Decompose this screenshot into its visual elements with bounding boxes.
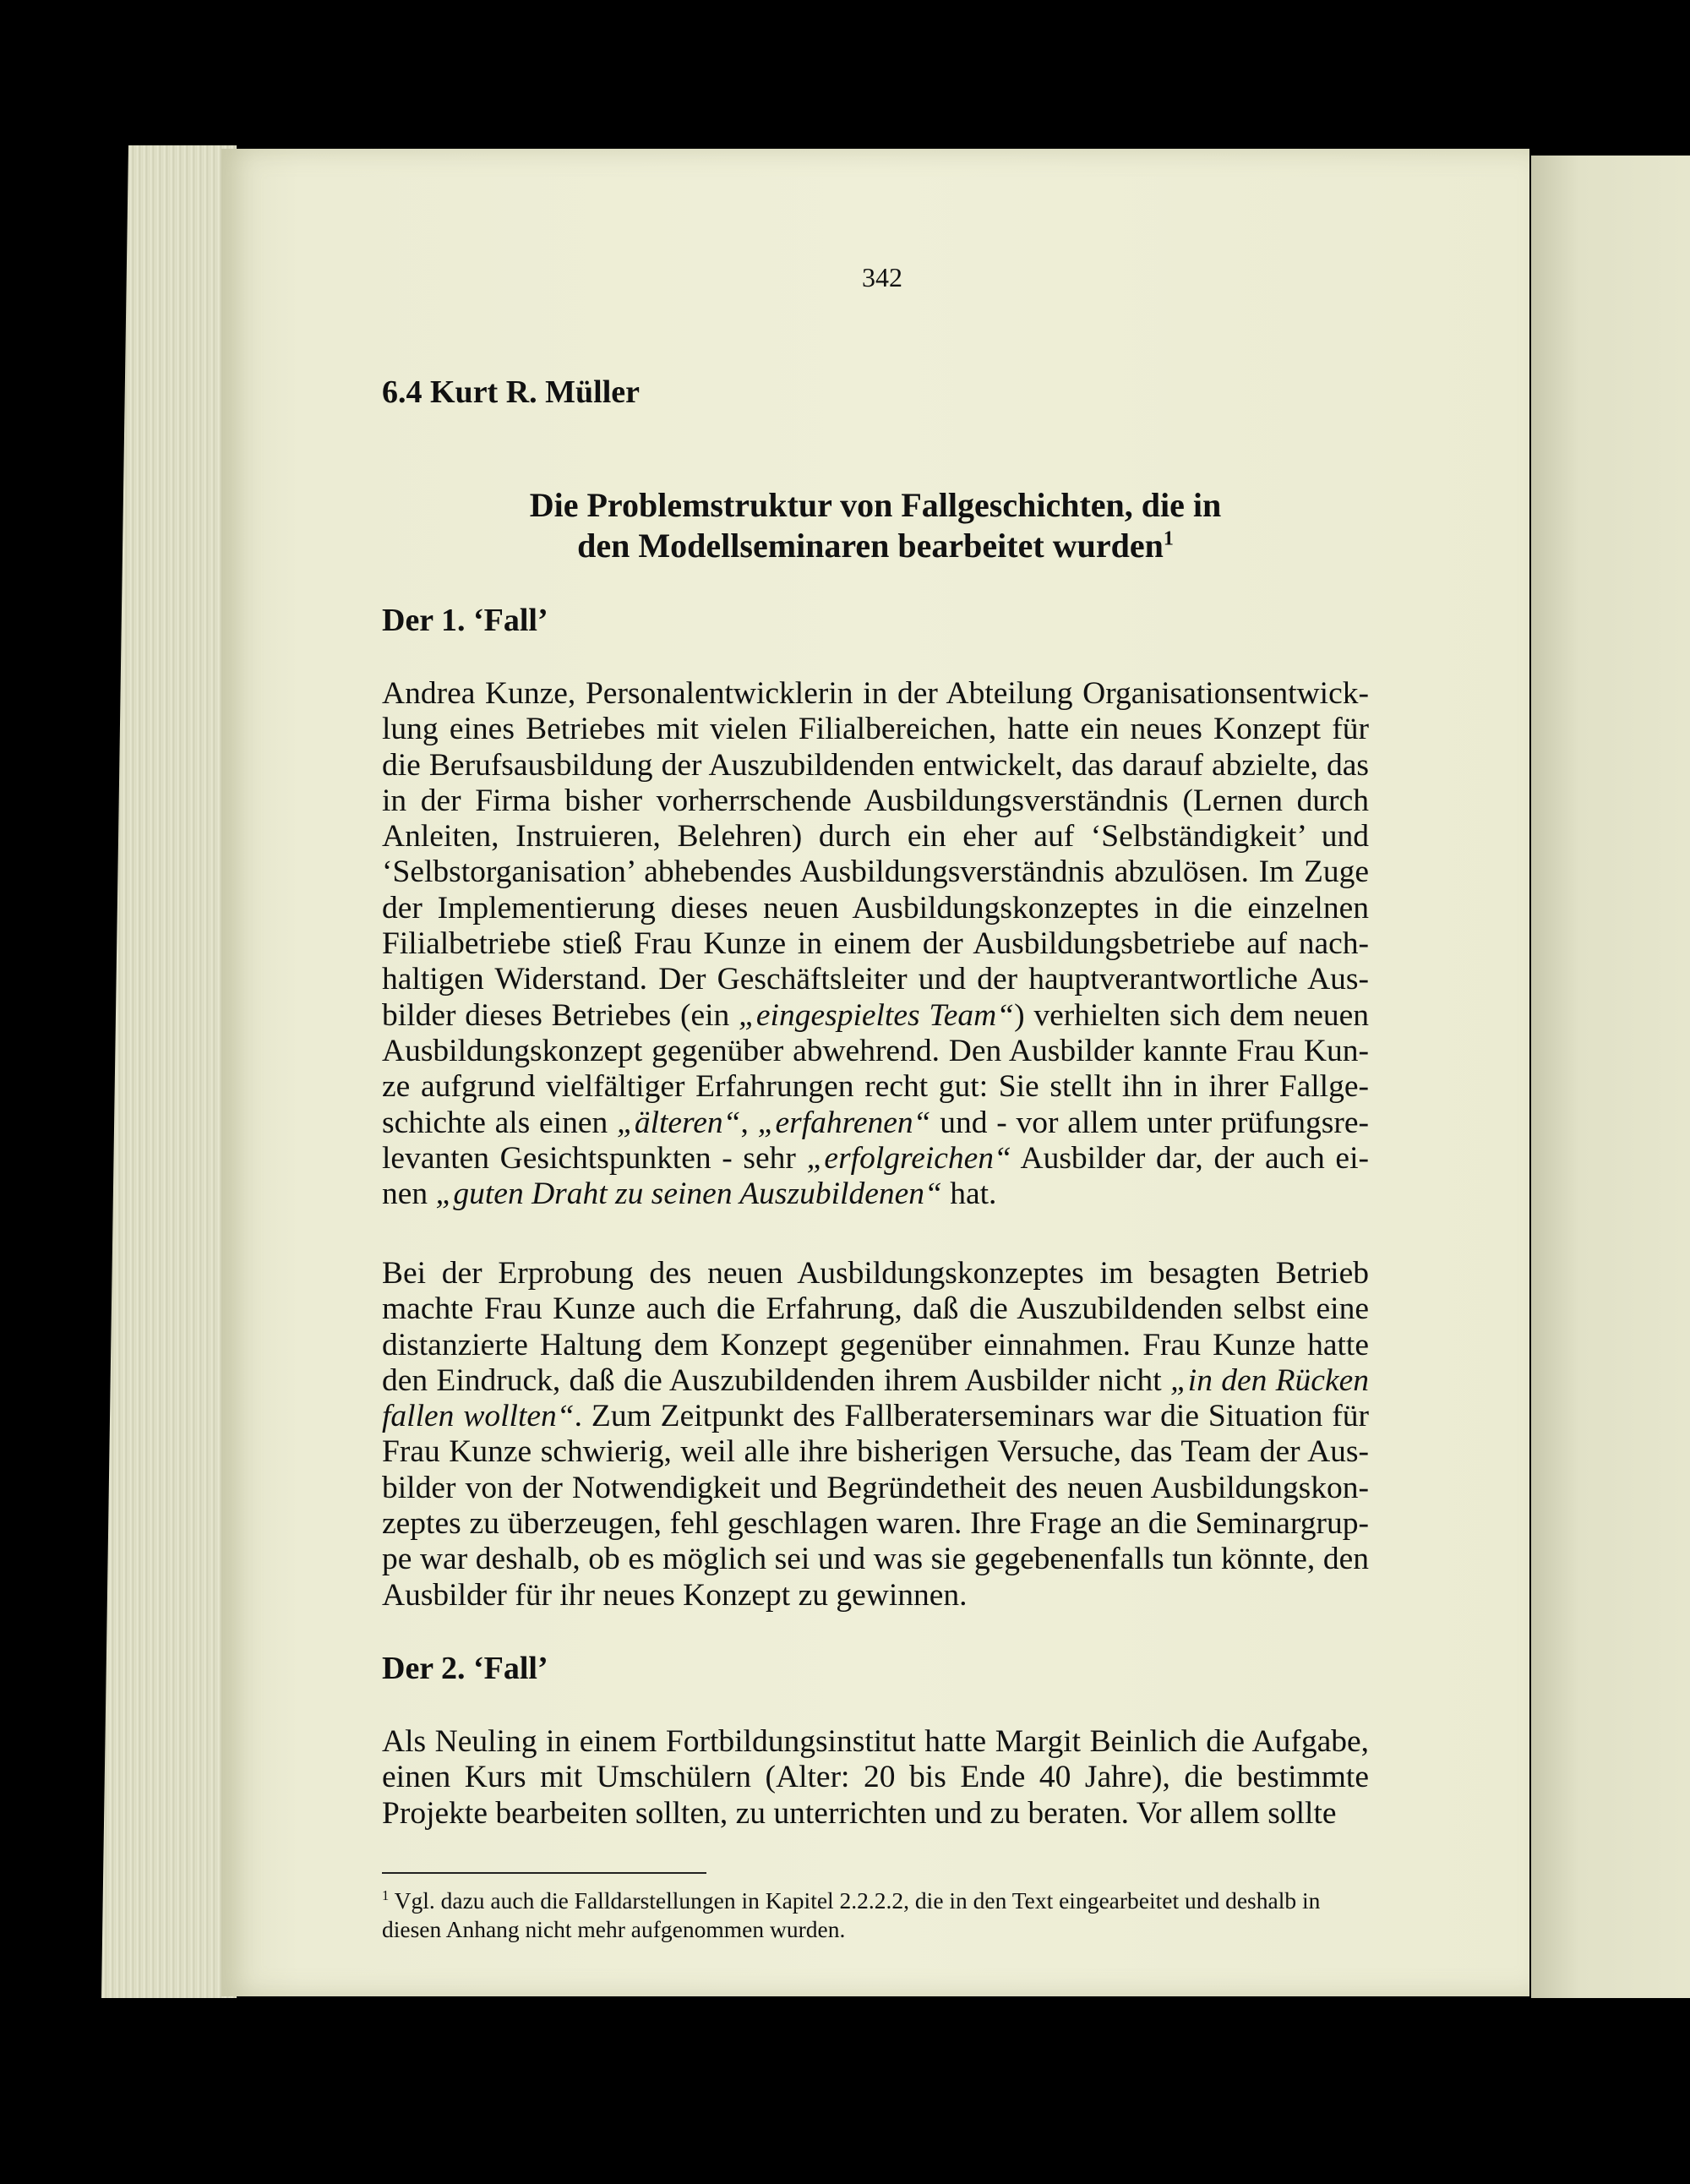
case-1-paragraph-2: [382, 1256, 1369, 1613]
text-run: ) verhielten sich dem neuen Ausbildungskonzept gegenüber abwehrend. Den Ausbilder kannte Frau Kunze aufgrund vielfältiger Erfahrungen recht gut: Sie stellt ihn in ihrer Fallgeschichte als einen: [382, 997, 1369, 1140]
italic-quote: „erfolgreichen“: [806, 1140, 1011, 1176]
italic-quote: „guten Draht zu seinen Auszubildenen“: [435, 1177, 942, 1212]
case-2-heading: Der 2. ‘Fall’: [382, 1651, 548, 1686]
italic-quote: „eingespieltes Team“: [739, 997, 1015, 1033]
case-1-heading: Der 1. ‘Fall’: [382, 603, 548, 638]
chapter-title: [382, 485, 1369, 566]
text-run: . Zum Zeitpunkt des Fallberaterseminars war die Situation für Frau Kunze schwierig, weil alle ihre bisherigen Versuche, das Team der Ausbilder von der Notwendigkeit und Begründetheit des neuen Ausbildungskonzeptes zu überzeugen, fehl geschlagen waren. Ihre Frage an die Seminargruppe war deshalb, ob es möglich sei und was sie gegebenenfalls tun könnte, den Ausbilder für ihr neues Konzept zu gewinnen.: [382, 1399, 1369, 1613]
text-run: Ausbilder dar, der auch einen: [382, 1140, 1369, 1212]
text-run: Bei der Erprobung des neuen Ausbildungskonzeptes im besagten Betrieb machte Frau Kunze auch die Erfahrung, daß die Auszubildenden selbst eine distanzierte Haltung dem Konzept gegenüber einnahmen. Frau Kunze hatte den Eindruck, daß die Auszubildenden ihrem Ausbilder nicht: [382, 1256, 1369, 1398]
text-run: hat.: [941, 1177, 997, 1212]
italic-quote: „älteren“: [616, 1105, 741, 1140]
text-run: und - vor allem unter prüfungsrelevanten Gesichtspunkten - sehr: [382, 1105, 1369, 1176]
facing-page-edge: [1531, 156, 1690, 1998]
title-line-1: Die Problemstruktur von Fallgeschichten, die in: [529, 486, 1222, 524]
book-page-edges: [101, 145, 237, 1998]
footnote: [382, 1886, 1369, 1944]
italic-quote: „erfahrenen“: [757, 1105, 931, 1140]
footnote-divider: [382, 1872, 706, 1874]
footnote-reference: 1: [1163, 527, 1174, 550]
title-line-2: den Modellseminaren bearbeitet wurden: [577, 527, 1164, 565]
italic-quote: „in den Rücken fallen wollten“: [382, 1362, 1369, 1434]
case-2-paragraph-1: Als Neuling in einem Fortbildungsinstitut hatte Margit Beinlich die Aufgabe, einen Kurs mit Umschülern (Alter: 20 bis Ende 40 Jahre), die bestimmte Projekte bearbeiten sollten, zu unterrichten und zu beraten. Vor allem sollte: [382, 1724, 1369, 1831]
case-1-paragraph-1: [382, 676, 1369, 1212]
text-run: ,: [740, 1105, 758, 1140]
footnote-text: Vgl. dazu auch die Falldarstellungen in Kapitel 2.2.2.2, die in den Text eingearbeitet und deshalb in diesen Anhang nicht mehr aufgenommen wurden.: [382, 1887, 1321, 1942]
footnote-marker: 1: [382, 1886, 390, 1903]
section-heading: 6.4 Kurt R. Müller: [382, 374, 641, 410]
text-run: Andrea Kunze, Personalentwicklerin in der Abteilung Organisationsentwicklung eines Betriebes mit vielen Filialbereichen, hatte ein neues Konzept für die Berufsausbildung der Auszubildenden entwickelt, das darauf abzielte, das in der Firma bisher vorherrschende Ausbildungsverständnis (Lernen durch Anleiten, Instruieren, Belehren) durch ein eher auf ‘Selbständigkeit’ und ‘Selbstorganisation’ abhebendes Ausbildungsverständnis abzulösen. Im Zuge der Implementierung dieses neuen Ausbildungskonzeptes in die einzelnen Filialbetriebe stieß Frau Kunze in einem der Ausbildungsbetriebe auf nachhaltigen Widerstand. Der Geschäftsleiter und der hauptverantwortliche Ausbilder dieses Betriebes (ein: [382, 676, 1369, 1033]
page-number: 342: [862, 262, 902, 292]
